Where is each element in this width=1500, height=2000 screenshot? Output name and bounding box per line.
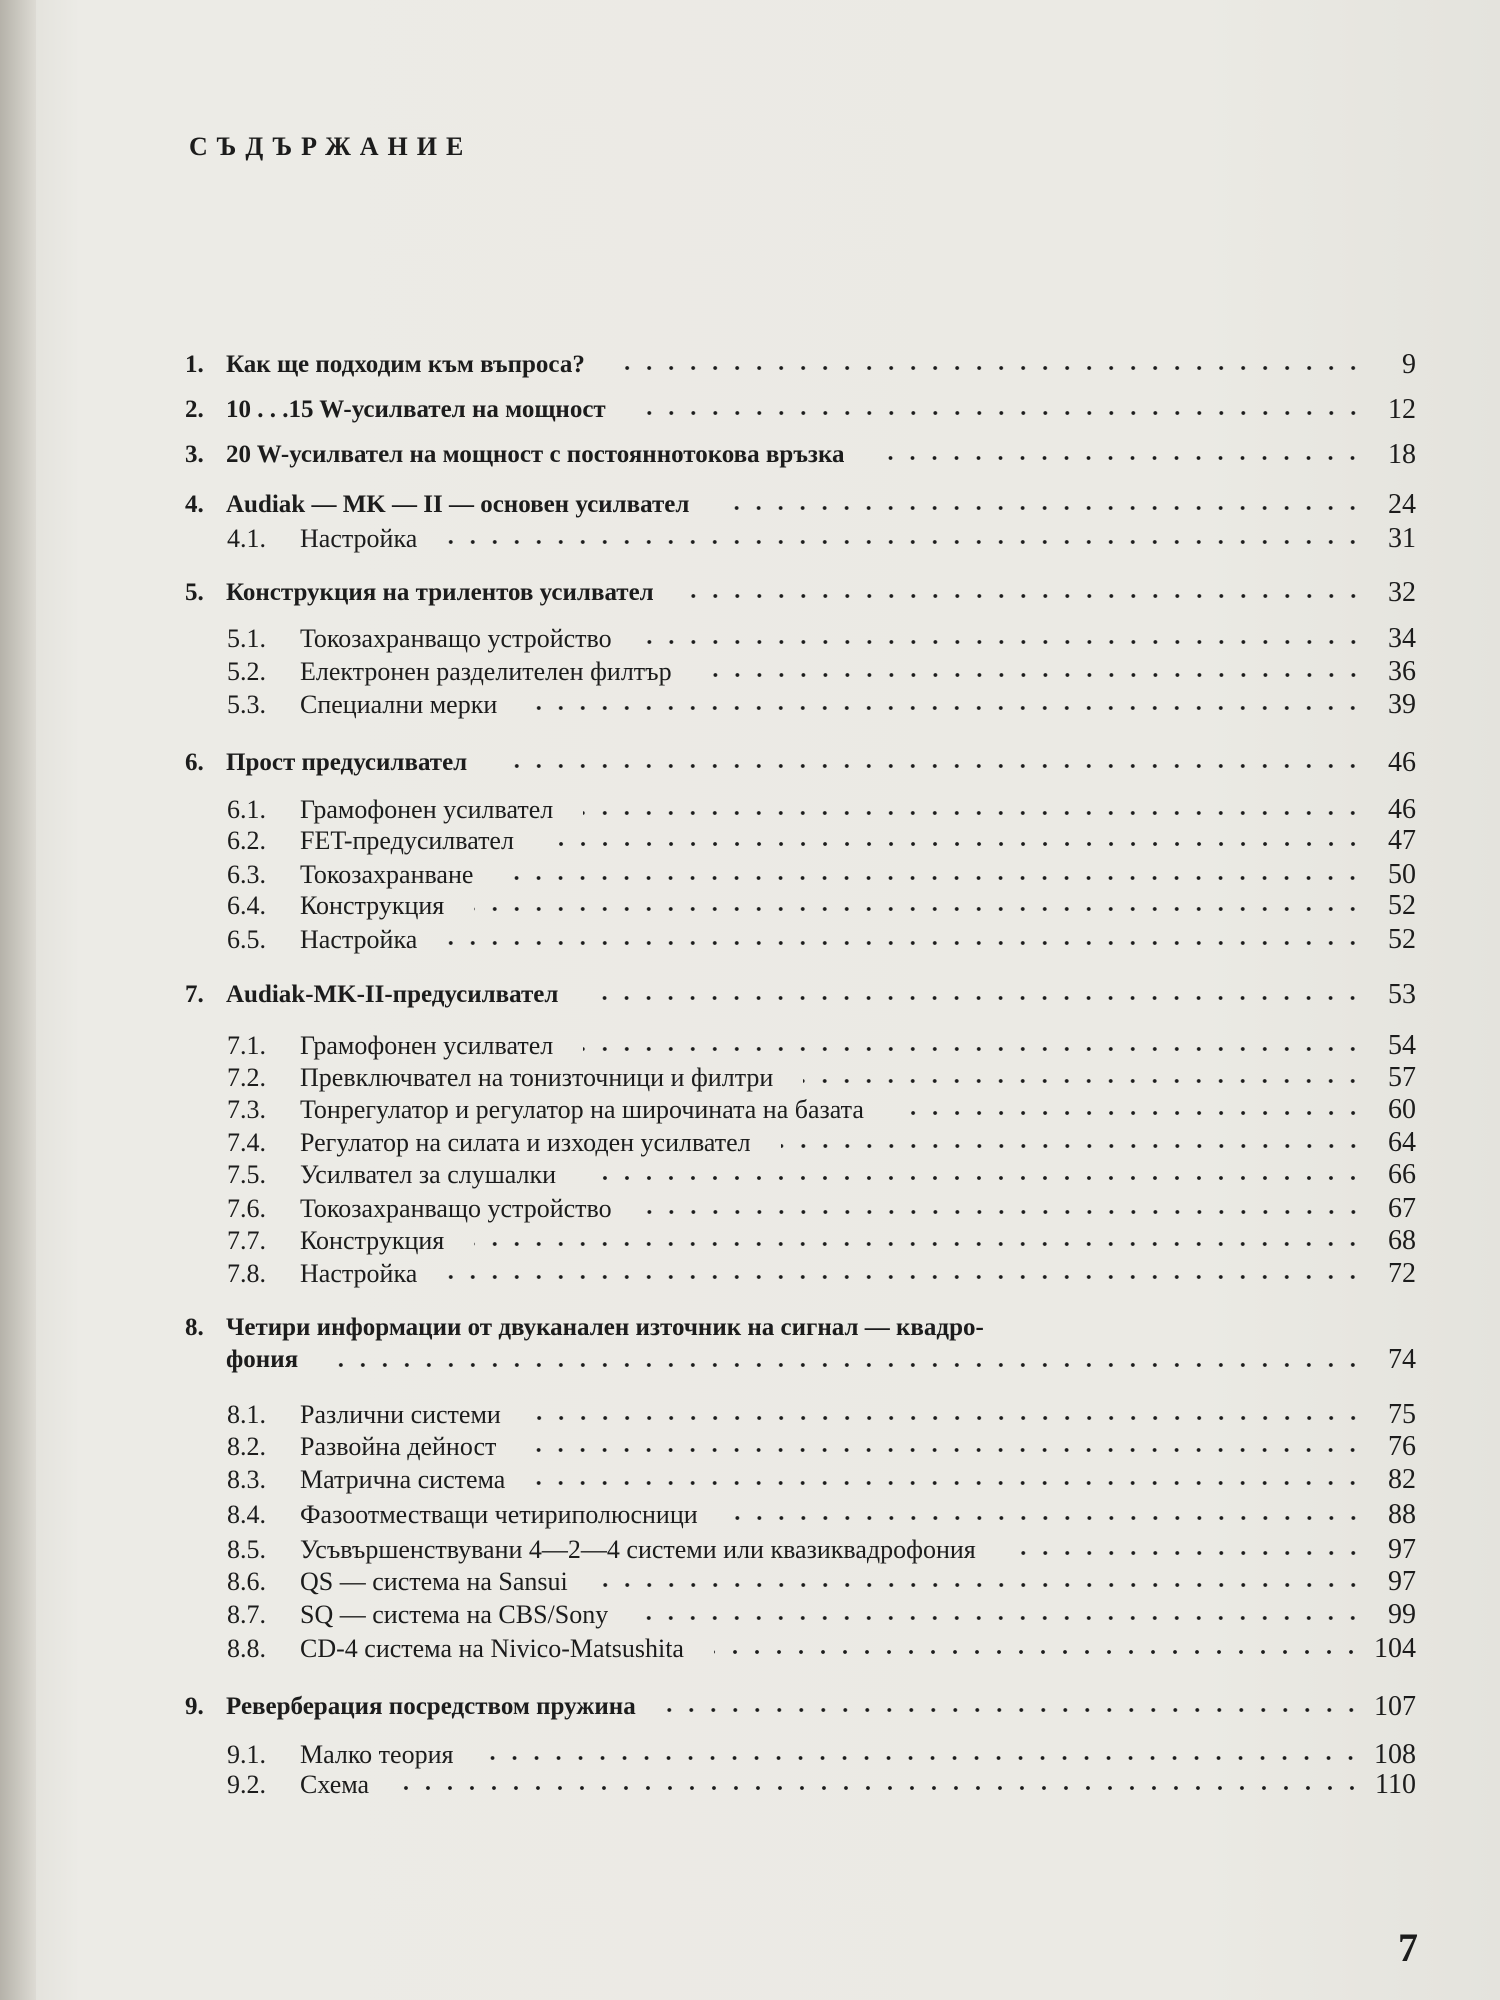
entry-page: 72 [1388,1258,1416,1289]
dot-leader [714,1648,1362,1656]
dot-leader [719,504,1364,512]
entry-number: 1. [185,351,204,378]
entry-number: 6. [185,749,204,776]
dot-leader [503,874,1364,882]
toc-entry [185,1160,1416,1190]
entry-page: 64 [1388,1127,1416,1158]
toc-entry [185,1567,1416,1597]
page-number: 7 [1398,1925,1418,1970]
entry-title: FET-предусилвател [300,826,514,855]
table-of-contents [185,350,1416,1800]
toc-entry [185,1692,1416,1722]
toc-entry [185,1031,1416,1061]
entry-number: 7.7. [227,1226,266,1255]
entry-number: 7.2. [227,1063,266,1092]
entry-page: 47 [1388,825,1416,856]
dot-leader [474,1240,1364,1248]
entry-title-continued: фония [226,1346,299,1373]
entry-page: 31 [1388,523,1416,554]
entry-title: Схема [300,1770,370,1799]
entry-page: 34 [1388,623,1416,654]
dot-leader [527,704,1364,712]
dot-leader [588,994,1364,1002]
toc-entry [185,624,1416,654]
entry-number: 5.2. [227,657,266,686]
entry-number: 7.5. [227,1160,266,1189]
entry-number: 6.3. [227,860,266,889]
entry-number: 6.5. [227,925,266,954]
toc-entry [185,524,1416,554]
entry-title: Развойна дейност [300,1432,497,1461]
entry-title: Реверберация посредством пружина [226,1693,636,1720]
entry-page: 36 [1388,656,1416,687]
dot-leader [615,364,1364,372]
entry-page: 76 [1388,1431,1416,1462]
entry-title: Токозахранващо устройство [300,1194,612,1223]
entry-title: Електронен разделителен филтър [300,657,672,686]
dot-leader [447,538,1364,546]
entry-number: 9.2. [227,1770,266,1799]
entry-continuation-line [185,1343,1416,1377]
entry-title: QS — система на Sansui [300,1567,568,1596]
dot-leader [447,1273,1364,1281]
entry-number: 6.1. [227,795,266,824]
dot-leader [474,905,1364,913]
entry-title: 20 W-усилвател на мощност с постояннотокова връзка [226,441,845,468]
entry-title: Усъвършенствувани 4—2—4 системи или квазиквадрофония [300,1535,976,1564]
dot-leader [598,1581,1364,1589]
toc-entry [185,1432,1416,1462]
entry-number: 7.1. [227,1031,266,1060]
entry-title: Различни системи [300,1400,501,1429]
entry-title: SQ — система на CBS/Sony [300,1600,609,1629]
dot-leader [781,1142,1364,1150]
entry-title: Грамофонен усилвател [300,795,554,824]
toc-entry [185,980,1416,1010]
entry-page: 50 [1388,859,1416,890]
toc-entry [185,1740,1416,1770]
entry-page: 18 [1388,439,1416,470]
entry-number: 6.4. [227,891,266,920]
dot-leader [531,1414,1364,1422]
entry-number: 8.8. [227,1634,266,1663]
entry-title: Как ще подходим към въпроса? [226,351,585,378]
entry-page: 104 [1374,1633,1416,1664]
entry-page: 53 [1388,979,1416,1010]
toc-entry [185,1600,1416,1630]
dot-leader [638,1614,1364,1622]
entry-title: Audiak — MK — II — основен усилвател [226,491,690,518]
entry-page: 97 [1388,1566,1416,1597]
entry-page: 88 [1388,1499,1416,1530]
toc-entry [185,1634,1416,1664]
entry-number: 7. [185,981,204,1008]
dot-leader [1006,1549,1364,1557]
toc-entry [185,1770,1416,1800]
dot-leader [535,1479,1364,1487]
toc-entry [185,1259,1416,1289]
toc-entry [185,1128,1416,1158]
dot-leader [803,1077,1364,1085]
toc-entry [185,860,1416,890]
entry-number: 8.7. [227,1600,266,1629]
dot-leader [874,454,1364,462]
entry-page: 46 [1388,794,1416,825]
entry-title: Малко теория [300,1740,454,1769]
entry-number: 4. [185,491,204,518]
entry-number: 7.3. [227,1095,266,1124]
entry-number: 7.6. [227,1194,266,1223]
entry-number: 8.6. [227,1567,266,1596]
toc-entry [185,1313,1416,1377]
toc-entry [185,690,1416,720]
entry-page: 74 [1388,1344,1416,1375]
entry-page: 54 [1388,1030,1416,1061]
entry-title: Audiak-MK-II-предусилвател [226,981,559,1008]
entry-page: 110 [1375,1769,1416,1800]
entry-title: Фазоотместващи четириполюсници [300,1500,698,1529]
entry-title: Превключвател на тонизточници и филтри [300,1063,774,1092]
toc-entry [185,1465,1416,1495]
entry-page: 46 [1388,747,1416,778]
toc-entry [185,748,1416,778]
entry-title: Конструкция на трилентов усилвател [226,579,654,606]
entry-page: 12 [1388,394,1416,425]
entry-title: Тонрегулатор и регулатор на широчината на базата [300,1095,864,1124]
toc-entry [185,795,1416,825]
entry-title: Токозахранващо устройство [300,624,612,653]
entry-page: 97 [1388,1534,1416,1565]
entry-title: Прост предусилвател [226,749,468,776]
dot-leader [666,1706,1362,1714]
dot-leader [544,840,1364,848]
entry-number: 8.5. [227,1535,266,1564]
entry-number: 8. [185,1314,204,1341]
entry-page: 108 [1374,1739,1416,1770]
entry-title: Конструкция [300,1226,445,1255]
dot-leader [497,762,1364,770]
toc-entry [185,891,1416,921]
entry-page: 9 [1402,349,1416,380]
entry-number: 7.8. [227,1259,266,1288]
entry-number: 4.1. [227,524,266,553]
entry-page: 99 [1388,1599,1416,1630]
dot-leader [894,1109,1364,1117]
entry-number: 6.2. [227,826,266,855]
entry-number: 7.4. [227,1128,266,1157]
toc-entry [185,1226,1416,1256]
toc-entry [185,657,1416,687]
entry-page: 39 [1388,689,1416,720]
entry-title: Четири информации от двуканален източник на сигнал — квадро- [226,1314,984,1341]
dot-leader [636,409,1364,417]
entry-page: 60 [1388,1094,1416,1125]
toc-entry [185,440,1416,470]
dot-leader [728,1514,1364,1522]
entry-page: 68 [1388,1225,1416,1256]
toc-entry [185,1400,1416,1430]
entry-title: CD-4 система на Nivico-Matsushita [300,1634,684,1663]
entry-page: 66 [1388,1159,1416,1190]
entry-page: 57 [1388,1062,1416,1093]
entry-title: Настройка [300,524,418,553]
dot-leader [684,592,1364,600]
toc-entry [185,1063,1416,1093]
entry-title: Настройка [300,925,418,954]
dot-leader [583,1045,1364,1053]
toc-entry [185,578,1416,608]
toc-entry [185,490,1416,520]
entry-page: 52 [1388,924,1416,955]
entry-page: 82 [1388,1464,1416,1495]
entry-page: 32 [1388,577,1416,608]
entry-number: 3. [185,441,204,468]
dot-leader [642,1208,1364,1216]
toc-entry [185,1095,1416,1125]
dot-leader [526,1446,1364,1454]
entry-number: 5. [185,579,204,606]
dot-leader [483,1754,1362,1762]
dot-leader [447,939,1364,947]
entry-number: 9. [185,1693,204,1720]
toc-entry [185,826,1416,856]
entry-number: 5.1. [227,624,266,653]
toc-entry [185,350,1416,380]
dot-leader [399,1784,1363,1792]
entry-title: 10 . . .15 W-усилвател на мощност [226,396,606,423]
entry-number: 9.1. [227,1740,266,1769]
toc-entry [185,1500,1416,1530]
page-title: СЪДЪРЖАНИЕ [189,132,473,161]
entry-title: Усилвател за слушалки [300,1160,557,1189]
entry-number: 5.3. [227,690,266,719]
entry-page: 107 [1374,1691,1416,1722]
entry-number: 8.3. [227,1465,266,1494]
entry-number: 8.2. [227,1432,266,1461]
entry-title: Специални мерки [300,690,498,719]
book-spine-shadow [0,0,36,2000]
entry-page: 75 [1388,1399,1416,1430]
entry-title: Токозахранване [300,860,474,889]
toc-entry [185,1194,1416,1224]
entry-number: 8.4. [227,1500,266,1529]
entry-title: Матрична система [300,1465,506,1494]
dot-leader [702,671,1364,679]
entry-number: 8.1. [227,1400,266,1429]
entry-title: Настройка [300,1259,418,1288]
entry-page: 24 [1388,489,1416,520]
entry-title: Грамофонен усилвател [300,1031,554,1060]
entry-page: 67 [1388,1193,1416,1224]
entry-title: Регулатор на силата и изходен усилвател [300,1128,751,1157]
dot-leader [583,809,1364,817]
toc-entry [185,925,1416,955]
entry-title: Конструкция [300,891,445,920]
dot-leader [586,1174,1364,1182]
entry-number: 2. [185,396,204,423]
toc-entry [185,395,1416,425]
dot-leader [328,1361,1364,1369]
entry-page: 52 [1388,890,1416,921]
toc-entry [185,1535,1416,1565]
dot-leader [642,638,1364,646]
